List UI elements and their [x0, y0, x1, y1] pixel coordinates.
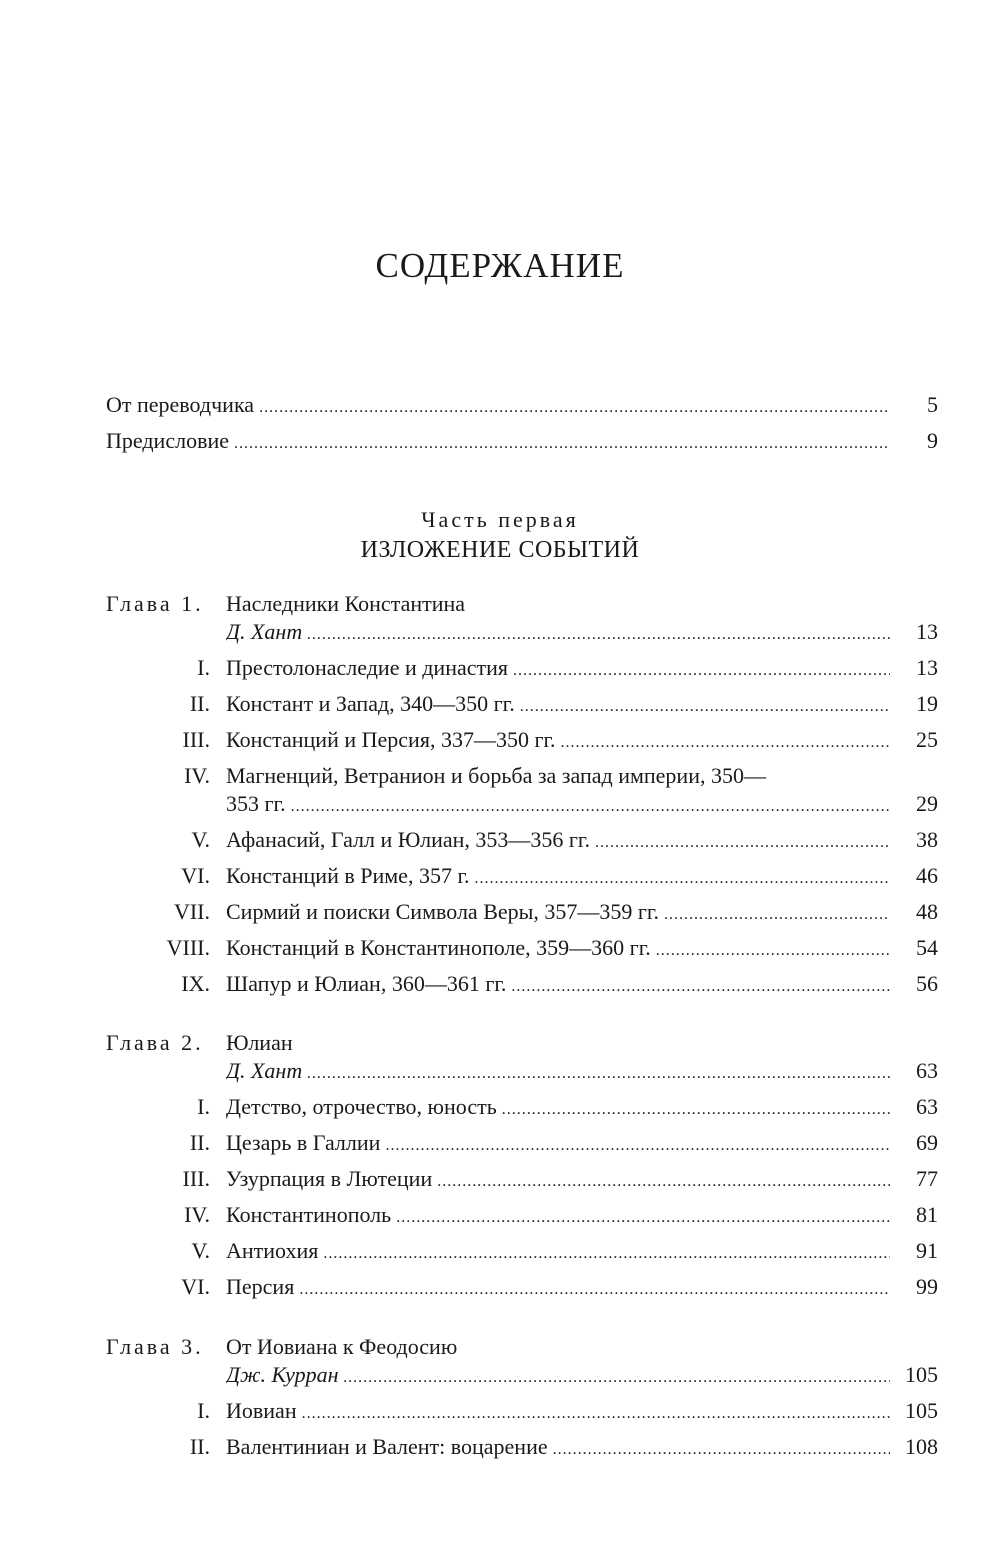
toc-entry[interactable]	[0, 1270, 1000, 1304]
toc-entry[interactable]	[0, 931, 1000, 965]
page-number: 108	[905, 1434, 938, 1459]
toc-entry[interactable]	[0, 424, 1000, 458]
chapter-author: Д. Хант	[226, 619, 303, 644]
toc-entry[interactable]	[0, 1358, 1000, 1392]
toc-entry[interactable]	[0, 651, 1000, 685]
page-number: 48	[916, 899, 938, 924]
toc-entry[interactable]	[0, 823, 1000, 857]
page-number: 29	[916, 791, 938, 816]
chapter-label: Глава 3.	[106, 1334, 204, 1359]
chapter-author: Дж. Курран	[226, 1362, 339, 1387]
section-number: VIII.	[166, 935, 210, 960]
page-number: 105	[905, 1398, 938, 1423]
chapter-label: Глава 1.	[106, 591, 204, 616]
page-number: 63	[916, 1058, 938, 1083]
section-number: II.	[189, 691, 210, 716]
toc-entry[interactable]	[0, 1162, 1000, 1196]
entry-text: Шапур и Юлиан, 360—361 гг.	[226, 971, 507, 996]
chapter-title: От Иовиана к Феодосию	[226, 1334, 458, 1359]
section-number: II.	[189, 1130, 210, 1155]
section-number: V.	[191, 1238, 210, 1263]
section-number: III.	[182, 1166, 210, 1191]
toc-entry[interactable]	[0, 388, 1000, 422]
entry-text: Сирмий и поиски Символа Веры, 357—359 гг.	[226, 899, 659, 924]
toc-entry[interactable]	[0, 967, 1000, 1001]
entry-text: Узурпация в Лютеции	[226, 1166, 433, 1191]
section-number: II.	[189, 1434, 210, 1459]
page-number: 81	[916, 1202, 938, 1227]
page-number: 69	[916, 1130, 938, 1155]
section-number: IV.	[184, 763, 210, 788]
page-number: 9	[927, 428, 938, 453]
entry-text: Афанасий, Галл и Юлиан, 353—356 гг.	[226, 827, 590, 852]
toc-entry[interactable]	[0, 859, 1000, 893]
page-number: 13	[916, 619, 938, 644]
entry-text: Детство, отрочество, юность	[226, 1094, 497, 1119]
page-number: 38	[916, 827, 938, 852]
toc-entry[interactable]	[0, 687, 1000, 721]
section-number: I.	[197, 655, 210, 680]
entry-text: Констанций в Риме, 357 г.	[226, 863, 470, 888]
toc-entry-continuation[interactable]	[0, 787, 1000, 821]
entry-text: Персия	[226, 1274, 295, 1299]
page-title: СОДЕРЖАНИЕ	[375, 246, 625, 285]
entry-text: Магненций, Ветранион и борьба за запад империи, 350—	[226, 763, 766, 788]
toc-entry[interactable]	[0, 723, 1000, 757]
toc-entry[interactable]	[0, 1054, 1000, 1088]
chapter-title: Юлиан	[226, 1030, 293, 1055]
entry-text: Престолонаследие и династия	[226, 655, 509, 680]
toc-entry[interactable]	[0, 1126, 1000, 1160]
page-number: 63	[916, 1094, 938, 1119]
page-number: 13	[916, 655, 938, 680]
toc-entry[interactable]	[0, 615, 1000, 649]
page-number: 91	[916, 1238, 938, 1263]
page-number: 5	[927, 392, 938, 417]
section-number: VII.	[173, 899, 210, 924]
page-number: 54	[916, 935, 938, 960]
page-number: 46	[916, 863, 938, 888]
chapter-label: Глава 2.	[106, 1030, 204, 1055]
part-title: ИЗЛОЖЕНИЕ СОБЫТИЙ	[360, 537, 640, 563]
toc-entry[interactable]	[0, 1430, 1000, 1464]
section-number: IV.	[184, 1202, 210, 1227]
page-number: 25	[916, 727, 938, 752]
toc-entry[interactable]	[0, 1394, 1000, 1428]
page-number: 56	[916, 971, 938, 996]
section-number: V.	[191, 827, 210, 852]
section-number: VI.	[181, 1274, 210, 1299]
entry-text-continuation: 353 гг.	[226, 791, 286, 816]
entry-text: Иовиан	[226, 1398, 297, 1423]
section-number: III.	[182, 727, 210, 752]
page-number: 19	[916, 691, 938, 716]
entry-text: От переводчика	[106, 392, 255, 417]
section-number: I.	[197, 1094, 210, 1119]
entry-text: Констанций и Персия, 337—350 гг.	[226, 727, 556, 752]
toc-entry[interactable]	[0, 1198, 1000, 1232]
section-number: I.	[197, 1398, 210, 1423]
entry-text: Констанций в Константинополе, 359—360 гг.	[226, 935, 651, 960]
entry-text: Предисловие	[106, 428, 229, 453]
page-number: 99	[916, 1274, 938, 1299]
section-number: IX.	[181, 971, 210, 996]
entry-text: Валентиниан и Валент: воцарение	[226, 1434, 548, 1459]
entry-text: Константинополь	[226, 1202, 392, 1227]
entry-text: Констант и Запад, 340—350 гг.	[226, 691, 515, 716]
chapter-author: Д. Хант	[226, 1058, 303, 1083]
entry-text: Антиохия	[226, 1238, 319, 1263]
page-number: 77	[916, 1166, 938, 1191]
section-number: VI.	[181, 863, 210, 888]
entry-text: Цезарь в Галлии	[226, 1130, 381, 1155]
toc-entry[interactable]	[0, 1234, 1000, 1268]
page-number: 105	[905, 1362, 938, 1387]
chapter-title: Наследники Константина	[226, 591, 466, 616]
part-label: Часть первая	[421, 507, 579, 532]
toc-entry[interactable]	[0, 895, 1000, 929]
toc-entry[interactable]	[0, 1090, 1000, 1124]
